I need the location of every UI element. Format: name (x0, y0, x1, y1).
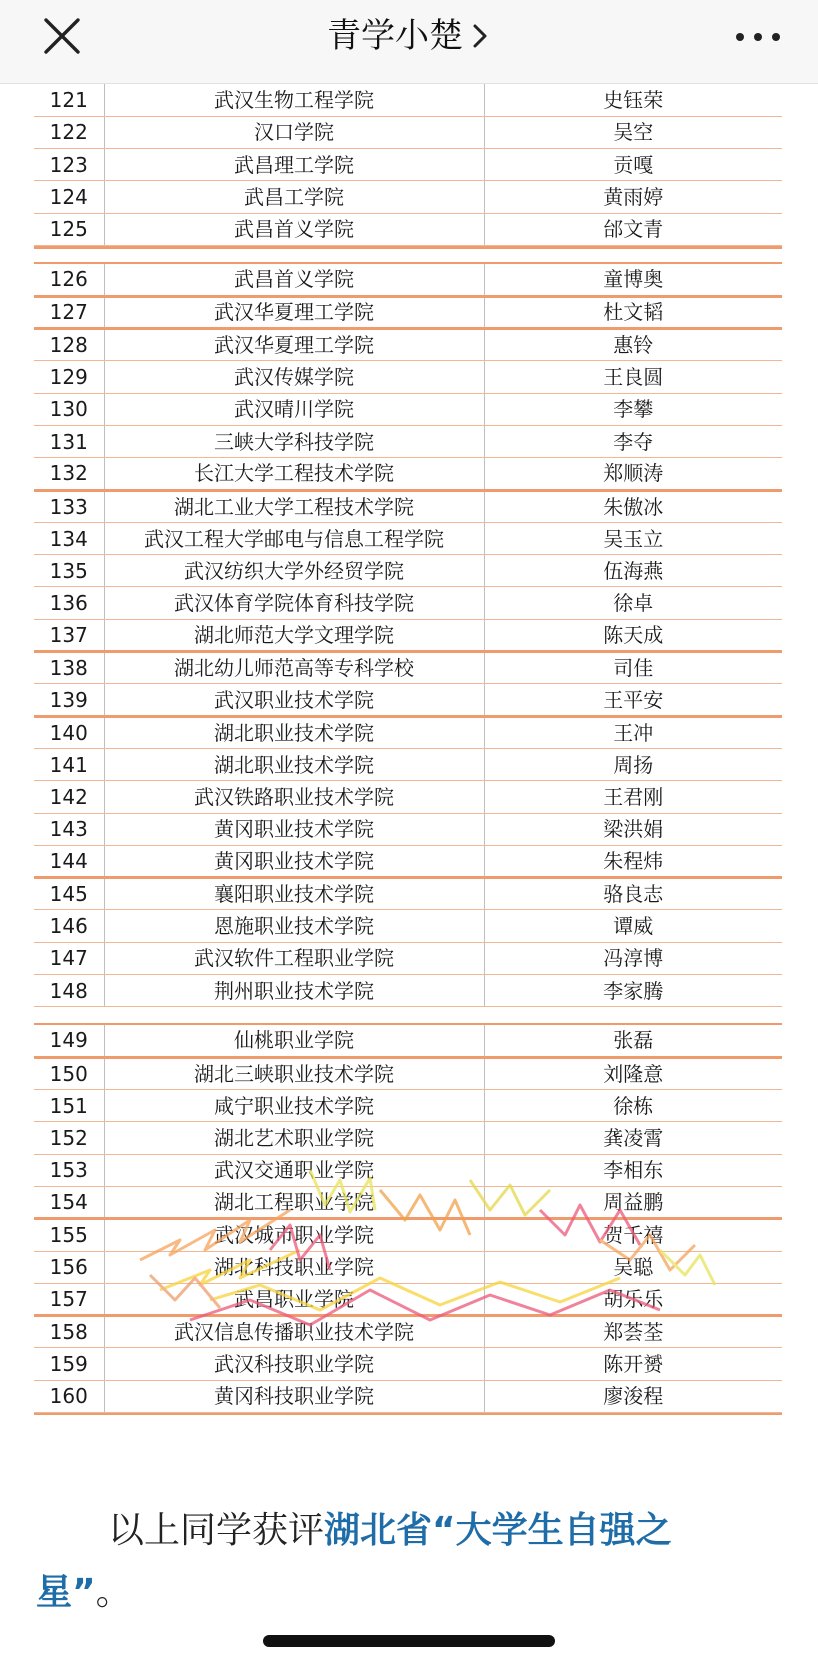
table-section-2 (34, 262, 782, 1007)
table-row (34, 781, 782, 813)
student-name: 贺千禧 (484, 1219, 782, 1251)
school-name: 武汉纺织大学外经贸学院 (104, 555, 484, 587)
row-number: 152 (34, 1122, 104, 1154)
award-statement (36, 1500, 716, 1624)
school-name: 黄冈职业技术学院 (104, 845, 484, 877)
student-name: 冯淳博 (484, 942, 782, 974)
award-title-highlight: 湖北省“大学生自强之星” (36, 1510, 672, 1613)
school-name: 武汉体育学院体育科技学院 (104, 587, 484, 619)
school-name: 武汉软件工程职业学院 (104, 942, 484, 974)
more-icon[interactable] (732, 20, 784, 54)
row-number: 148 (34, 975, 104, 1007)
school-name: 武汉职业技术学院 (104, 684, 484, 716)
student-name: 司佳 (484, 652, 782, 684)
student-name: 邰文青 (484, 213, 782, 245)
row-number: 126 (34, 264, 104, 296)
school-name: 湖北工业大学工程技术学院 (104, 490, 484, 522)
school-name: 湖北科技职业学院 (104, 1251, 484, 1283)
student-name: 胡乐乐 (484, 1283, 782, 1315)
school-name: 武汉城市职业学院 (104, 1219, 484, 1251)
student-name: 吴玉立 (484, 522, 782, 554)
row-number: 156 (34, 1251, 104, 1283)
row-number: 139 (34, 684, 104, 716)
table-row (34, 845, 782, 877)
row-number: 158 (34, 1316, 104, 1348)
school-name: 武汉生物工程学院 (104, 84, 484, 116)
table-row (34, 1186, 782, 1218)
student-name: 惠铃 (484, 329, 782, 361)
row-number: 129 (34, 361, 104, 393)
school-name: 湖北职业技术学院 (104, 748, 484, 780)
school-name: 武汉铁路职业技术学院 (104, 781, 484, 813)
row-number: 138 (34, 652, 104, 684)
table-row (34, 361, 782, 393)
table-row (34, 213, 782, 245)
table-row (34, 1380, 782, 1412)
table-row (34, 1219, 782, 1251)
student-name: 李家腾 (484, 975, 782, 1007)
table-row (34, 813, 782, 845)
student-name: 童博奥 (484, 264, 782, 296)
row-number: 155 (34, 1219, 104, 1251)
student-name: 廖浚程 (484, 1380, 782, 1412)
close-icon[interactable] (40, 14, 84, 58)
row-number: 130 (34, 393, 104, 425)
awardee-table-2 (34, 264, 782, 1007)
table-row (34, 878, 782, 910)
row-number: 154 (34, 1186, 104, 1218)
row-number: 123 (34, 149, 104, 181)
school-name: 武汉工程大学邮电与信息工程学院 (104, 522, 484, 554)
school-name: 湖北三峡职业技术学院 (104, 1057, 484, 1089)
table-row (34, 84, 782, 116)
table-row (34, 458, 782, 490)
student-name: 郑顺涛 (484, 458, 782, 490)
student-name: 李相东 (484, 1154, 782, 1186)
table-row (34, 1057, 782, 1089)
table-row (34, 490, 782, 522)
row-number: 159 (34, 1348, 104, 1380)
school-name: 湖北职业技术学院 (104, 716, 484, 748)
student-name: 吴空 (484, 116, 782, 148)
school-name: 武昌首义学院 (104, 213, 484, 245)
school-name: 黄冈科技职业学院 (104, 1380, 484, 1412)
nav-bar (0, 0, 818, 84)
school-name: 武汉科技职业学院 (104, 1348, 484, 1380)
school-name: 湖北工程职业学院 (104, 1186, 484, 1218)
table-row (34, 1025, 782, 1057)
award-statement-suffix: 。 (95, 1572, 132, 1613)
table-row (34, 1154, 782, 1186)
table-row (34, 296, 782, 328)
table-row (34, 149, 782, 181)
student-name: 王冲 (484, 716, 782, 748)
table-row (34, 1316, 782, 1348)
nav-title-wrapper (0, 14, 818, 58)
student-name: 骆良志 (484, 878, 782, 910)
student-name: 李夺 (484, 425, 782, 457)
table-row (34, 587, 782, 619)
school-name: 湖北师范大学文理学院 (104, 619, 484, 651)
table-row (34, 716, 782, 748)
school-name: 黄冈职业技术学院 (104, 813, 484, 845)
table-row (34, 619, 782, 651)
school-name: 武昌工学院 (104, 181, 484, 213)
table-row (34, 425, 782, 457)
table-row (34, 555, 782, 587)
row-number: 122 (34, 116, 104, 148)
student-name: 郑荟荃 (484, 1316, 782, 1348)
table-row (34, 264, 782, 296)
awardee-table-3 (34, 1025, 782, 1413)
row-number: 124 (34, 181, 104, 213)
school-name: 汉口学院 (104, 116, 484, 148)
student-name: 伍海燕 (484, 555, 782, 587)
row-number: 160 (34, 1380, 104, 1412)
school-name: 荆州职业技术学院 (104, 975, 484, 1007)
account-title-link[interactable] (327, 14, 491, 58)
student-name: 王平安 (484, 684, 782, 716)
table-row (34, 748, 782, 780)
row-number: 143 (34, 813, 104, 845)
student-name: 周益鹏 (484, 1186, 782, 1218)
student-name: 谭威 (484, 910, 782, 942)
student-name: 陈天成 (484, 619, 782, 651)
student-name: 朱程炜 (484, 845, 782, 877)
student-name: 徐卓 (484, 587, 782, 619)
row-number: 121 (34, 84, 104, 116)
school-name: 武汉交通职业学院 (104, 1154, 484, 1186)
row-number: 147 (34, 942, 104, 974)
row-number: 133 (34, 490, 104, 522)
student-name: 陈开赟 (484, 1348, 782, 1380)
table-row (34, 684, 782, 716)
table-row (34, 181, 782, 213)
table-row (34, 910, 782, 942)
chevron-right-icon (469, 22, 491, 50)
row-number: 131 (34, 425, 104, 457)
table-section-3 (34, 1023, 782, 1415)
student-name: 徐栋 (484, 1090, 782, 1122)
row-number: 128 (34, 329, 104, 361)
row-number: 151 (34, 1090, 104, 1122)
student-name: 周扬 (484, 748, 782, 780)
student-name: 龚凌霄 (484, 1122, 782, 1154)
student-name: 杜文韬 (484, 296, 782, 328)
school-name: 武昌首义学院 (104, 264, 484, 296)
row-number: 140 (34, 716, 104, 748)
student-name: 朱傲冰 (484, 490, 782, 522)
row-number: 127 (34, 296, 104, 328)
school-name: 湖北艺术职业学院 (104, 1122, 484, 1154)
row-number: 135 (34, 555, 104, 587)
row-number: 141 (34, 748, 104, 780)
table-row (34, 1283, 782, 1315)
table-row (34, 652, 782, 684)
table-row (34, 393, 782, 425)
school-name: 武汉华夏理工学院 (104, 296, 484, 328)
row-number: 134 (34, 522, 104, 554)
school-name: 武汉晴川学院 (104, 393, 484, 425)
student-name: 梁洪娟 (484, 813, 782, 845)
row-number: 125 (34, 213, 104, 245)
account-title: 青学小楚 (327, 16, 463, 56)
school-name: 武汉信息传播职业技术学院 (104, 1316, 484, 1348)
table-row (34, 1122, 782, 1154)
table-row (34, 942, 782, 974)
row-number: 136 (34, 587, 104, 619)
school-name: 武昌理工学院 (104, 149, 484, 181)
school-name: 恩施职业技术学院 (104, 910, 484, 942)
row-number: 142 (34, 781, 104, 813)
table-row (34, 1348, 782, 1380)
table-row (34, 329, 782, 361)
student-name: 史钰荣 (484, 84, 782, 116)
row-number: 149 (34, 1025, 104, 1057)
school-name: 湖北幼儿师范高等专科学校 (104, 652, 484, 684)
school-name: 仙桃职业学院 (104, 1025, 484, 1057)
school-name: 襄阳职业技术学院 (104, 878, 484, 910)
student-name: 黄雨婷 (484, 181, 782, 213)
table-row (34, 116, 782, 148)
school-name: 武汉华夏理工学院 (104, 329, 484, 361)
student-name: 李攀 (484, 393, 782, 425)
school-name: 武汉传媒学院 (104, 361, 484, 393)
row-number: 144 (34, 845, 104, 877)
table-row (34, 522, 782, 554)
table-section-1 (34, 84, 782, 249)
table-row (34, 1251, 782, 1283)
table-row (34, 975, 782, 1007)
student-name: 张磊 (484, 1025, 782, 1057)
home-indicator[interactable] (263, 1635, 555, 1647)
row-number: 137 (34, 619, 104, 651)
row-number: 132 (34, 458, 104, 490)
student-name: 吴聪 (484, 1251, 782, 1283)
table-row (34, 1090, 782, 1122)
school-name: 咸宁职业技术学院 (104, 1090, 484, 1122)
award-statement-prefix: 以上同学获评 (108, 1510, 325, 1551)
school-name: 三峡大学科技学院 (104, 425, 484, 457)
awardee-table-1 (34, 84, 782, 246)
student-name: 刘隆意 (484, 1057, 782, 1089)
school-name: 武昌职业学院 (104, 1283, 484, 1315)
student-name: 王良圆 (484, 361, 782, 393)
student-name: 王君刚 (484, 781, 782, 813)
student-name: 贡嘎 (484, 149, 782, 181)
row-number: 153 (34, 1154, 104, 1186)
row-number: 146 (34, 910, 104, 942)
row-number: 157 (34, 1283, 104, 1315)
row-number: 145 (34, 878, 104, 910)
row-number: 150 (34, 1057, 104, 1089)
school-name: 长江大学工程技术学院 (104, 458, 484, 490)
